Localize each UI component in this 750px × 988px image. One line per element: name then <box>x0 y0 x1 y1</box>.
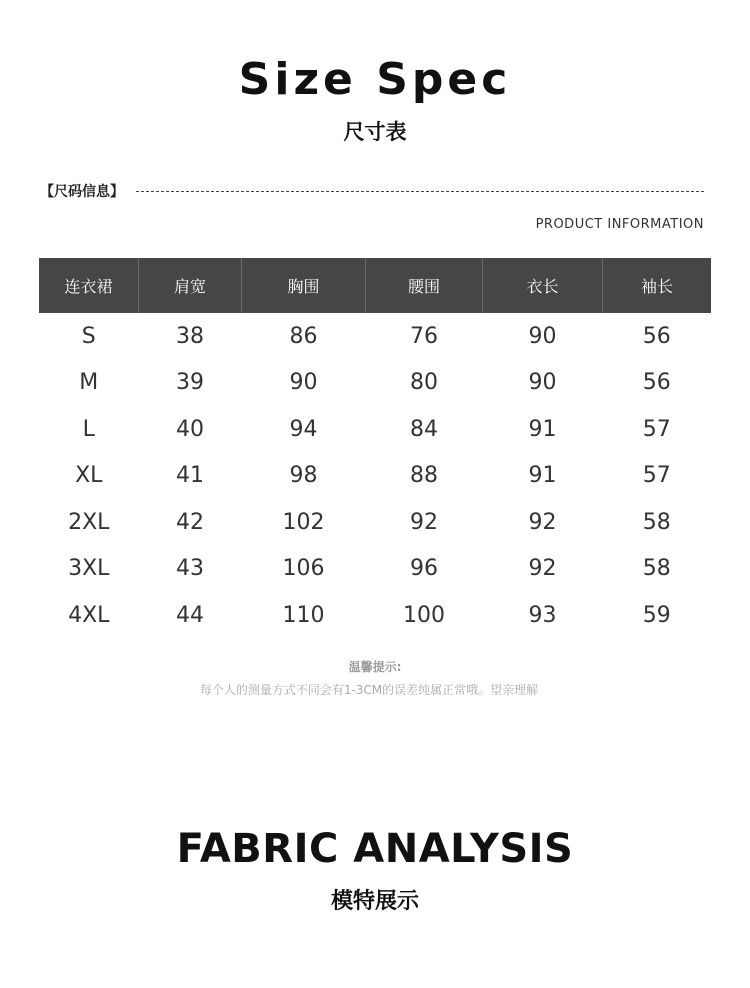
table-row <box>39 406 711 453</box>
dashed-divider <box>136 191 704 192</box>
table-cell: 58 <box>642 556 671 582</box>
tip-text: 每个人的测量方式不同会有1-3CM的误差纯属正常哦。望亲理解 <box>199 683 539 697</box>
table-cell: 110 <box>282 602 325 628</box>
table-cell: 88 <box>410 463 438 489</box>
table-row <box>39 453 711 500</box>
table-cell: 40 <box>176 416 204 442</box>
table-cell: 92 <box>410 509 438 535</box>
table-cell: 86 <box>289 323 318 349</box>
size-cell: S <box>81 323 96 349</box>
table-cell: 96 <box>410 556 438 582</box>
table-row <box>39 592 711 639</box>
table-cell: 91 <box>528 416 557 442</box>
fabric-analysis-title: FABRIC ANALYSIS <box>176 826 574 872</box>
table-cell: 94 <box>289 416 318 442</box>
table-cell: 91 <box>528 463 557 489</box>
table-cell: 92 <box>528 556 557 582</box>
table-cell: 41 <box>176 463 204 489</box>
size-spec-table <box>39 258 711 639</box>
size-cell: 3XL <box>68 556 110 582</box>
fabric-analysis-subtitle: 模特展示 <box>330 889 419 914</box>
table-cell: 57 <box>642 416 671 442</box>
table-cell: 58 <box>642 509 671 535</box>
column-header-bust: 胸围 <box>242 258 366 313</box>
table-cell: 102 <box>282 509 325 535</box>
table-cell: 38 <box>176 323 204 349</box>
table-cell: 57 <box>642 463 671 489</box>
page-title: Size Spec <box>238 54 512 105</box>
column-header-length: 衣长 <box>483 258 603 313</box>
table-cell: 90 <box>289 370 318 396</box>
table-cell: 100 <box>403 602 445 628</box>
size-cell: M <box>79 370 99 396</box>
table-cell: 98 <box>289 463 318 489</box>
table-cell: 44 <box>176 602 204 628</box>
table-cell: 43 <box>176 556 204 582</box>
table-cell: 76 <box>410 323 438 349</box>
size-cell: XL <box>75 463 103 489</box>
table-row <box>39 313 711 360</box>
page-subtitle: 尺寸表 <box>343 120 407 144</box>
size-cell: 4XL <box>68 602 110 628</box>
table-cell: 56 <box>642 323 671 349</box>
size-info-label: 【尺码信息】 <box>40 184 124 200</box>
table-cell: 56 <box>642 370 671 396</box>
size-cell: 2XL <box>68 509 110 535</box>
table-row <box>39 499 711 546</box>
column-header-shoulder: 肩宽 <box>139 258 242 313</box>
table-cell: 80 <box>410 370 438 396</box>
table-cell: 106 <box>282 556 325 582</box>
column-header-sleeve: 袖长 <box>603 258 712 313</box>
product-information-label: PRODUCT INFORMATION <box>535 217 704 232</box>
table-cell: 93 <box>528 602 557 628</box>
table-cell: 42 <box>176 509 204 535</box>
table-row <box>39 546 711 593</box>
table-row <box>39 360 711 407</box>
size-cell: L <box>82 416 95 442</box>
column-header-waist: 腰围 <box>366 258 483 313</box>
tip-title: 温馨提示: <box>348 660 402 674</box>
table-cell: 59 <box>642 602 671 628</box>
table-cell: 92 <box>528 509 557 535</box>
table-cell: 39 <box>176 370 204 396</box>
table-header-row <box>39 258 711 313</box>
table-cell: 84 <box>410 416 438 442</box>
table-cell: 90 <box>528 370 557 396</box>
table-cell: 90 <box>528 323 557 349</box>
column-header-dress: 连衣裙 <box>39 258 139 313</box>
